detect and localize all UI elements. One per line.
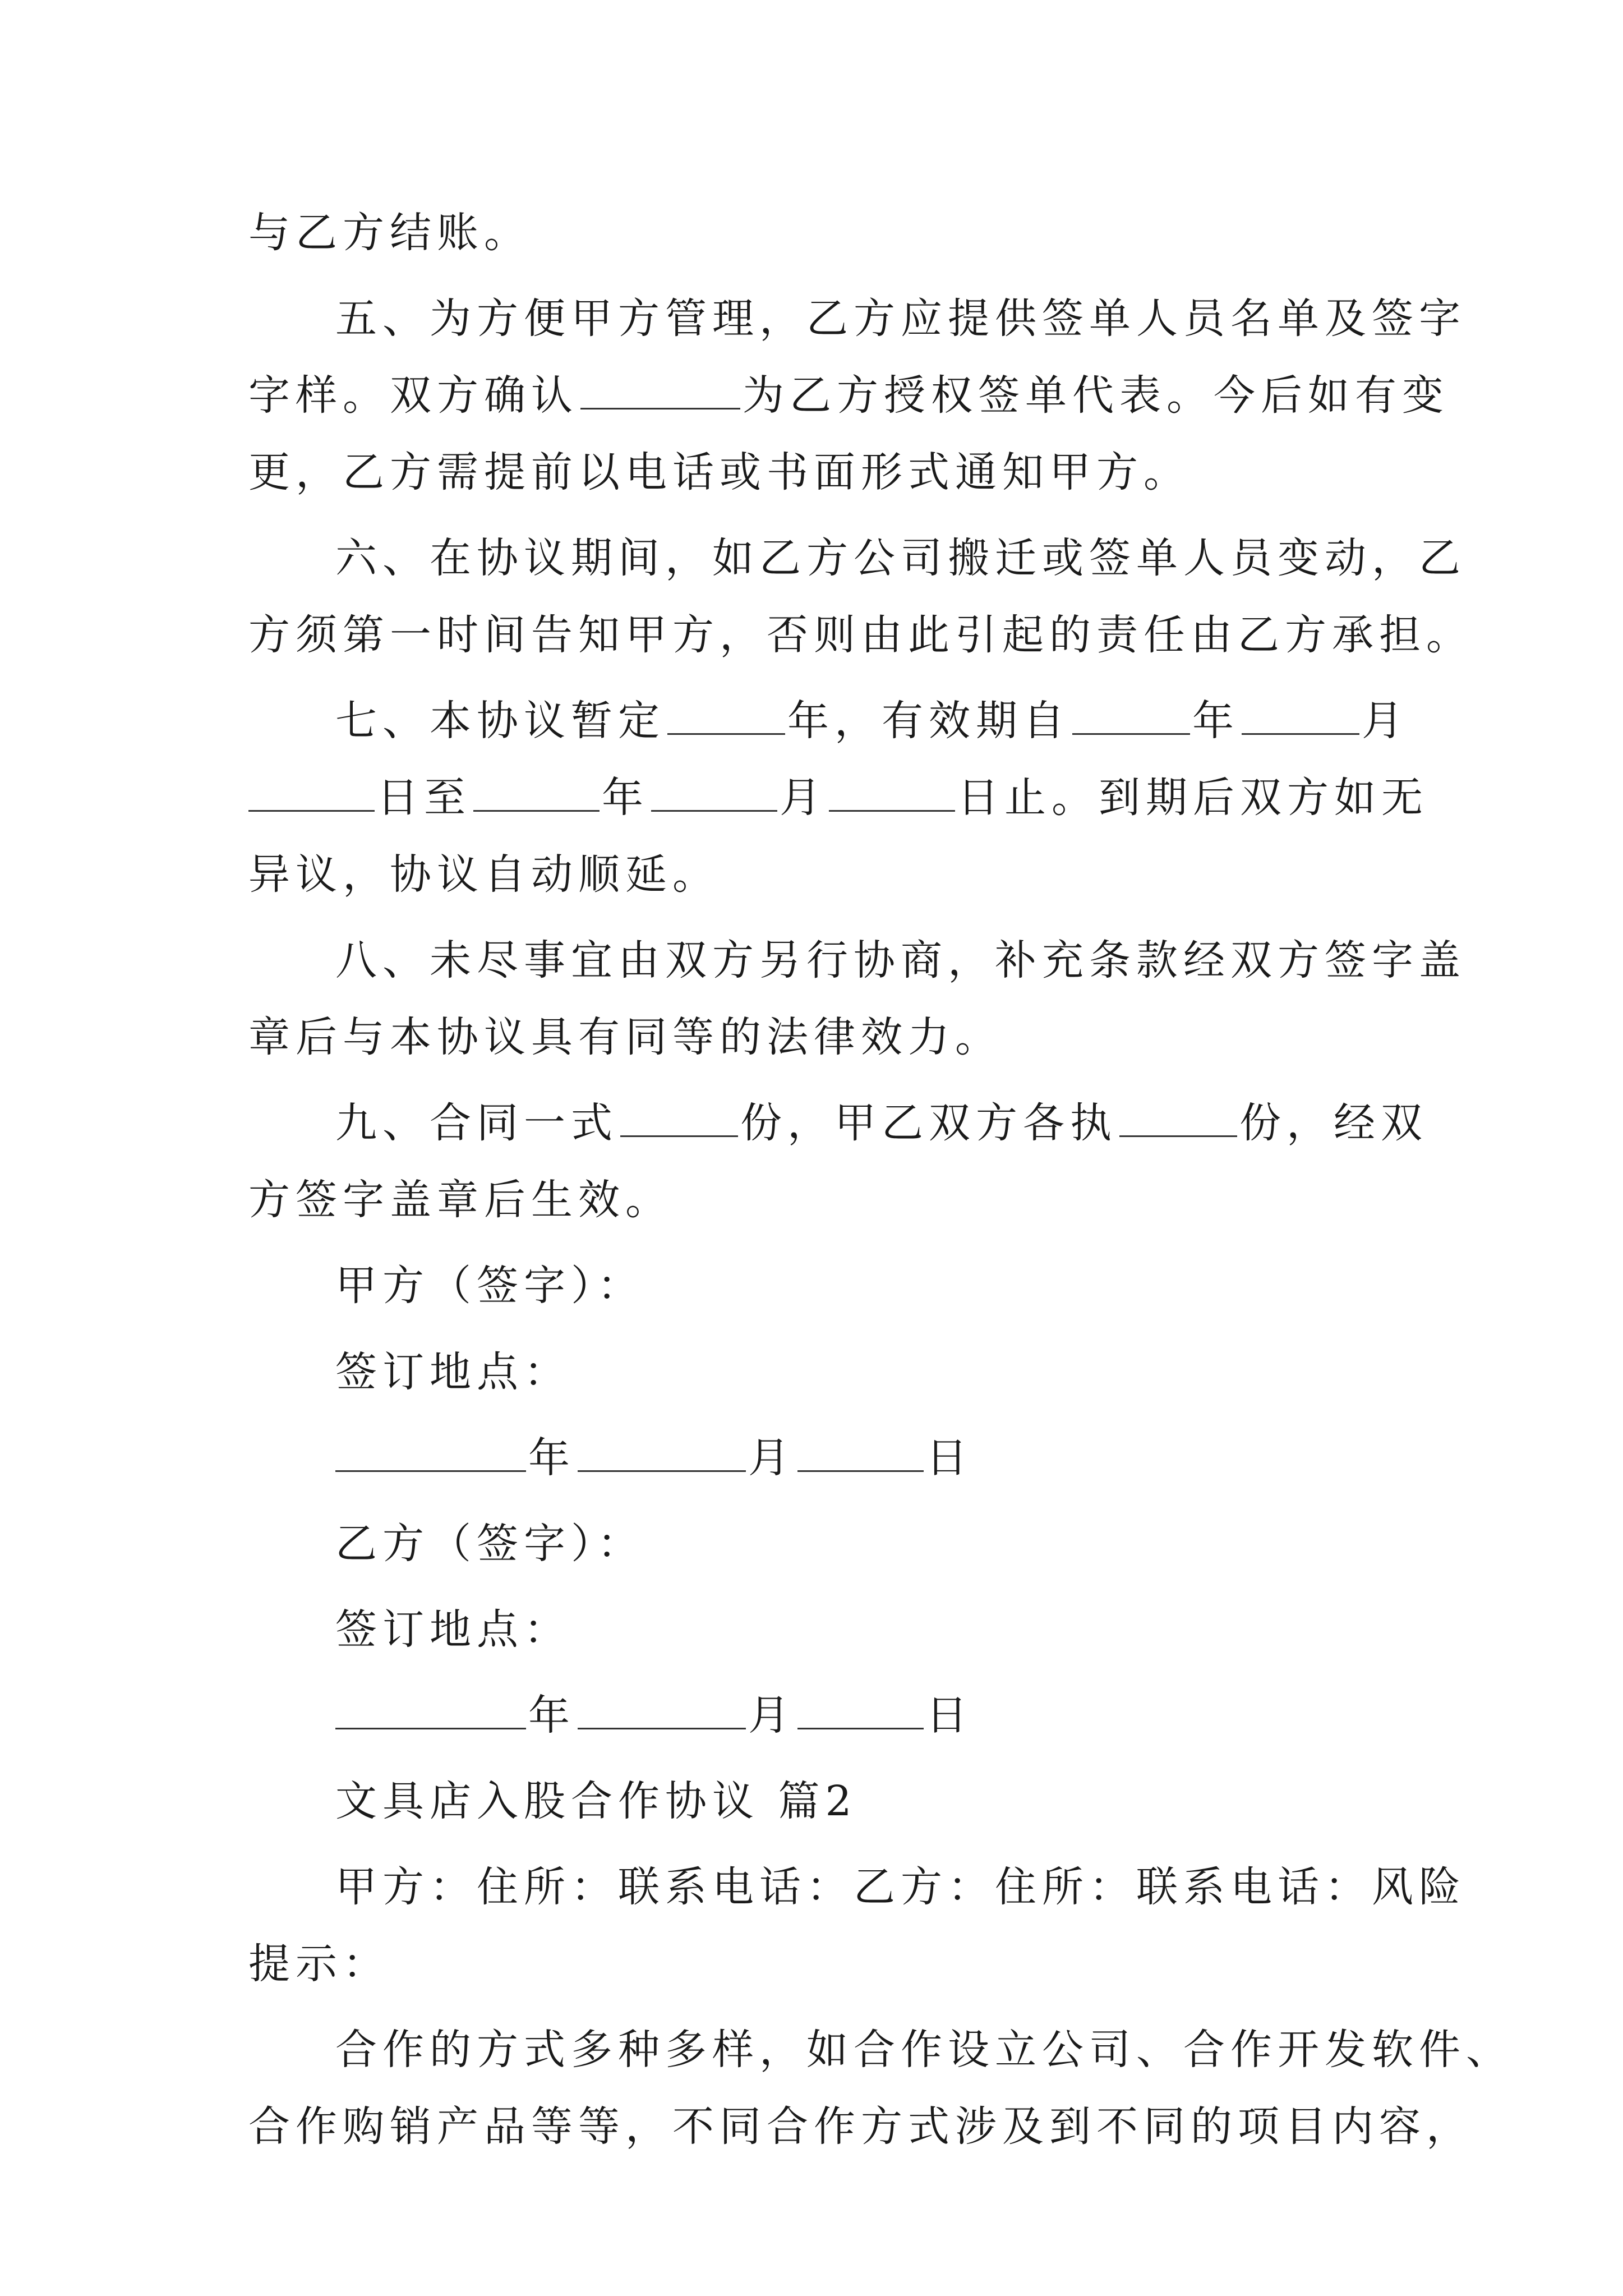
line-text: 提示： bbox=[248, 1940, 390, 1988]
blank-line bbox=[578, 1688, 746, 1729]
clause-6-line-1 bbox=[335, 530, 1479, 586]
clause-5-line-2 bbox=[248, 367, 1449, 424]
line-text: 文具店入股合作协议 篇2 bbox=[335, 1777, 857, 1825]
line-text: 九、合同一式 bbox=[335, 1099, 618, 1147]
blank-line bbox=[620, 1096, 738, 1137]
clause-9-line-1 bbox=[335, 1095, 1479, 1151]
line-text: 年 bbox=[602, 774, 649, 822]
line-text: 八、未尽事宜由双方另行协商，补充条款经双方签字盖 bbox=[335, 936, 1466, 984]
blank-line bbox=[580, 369, 740, 409]
clause-7-line-1 bbox=[335, 693, 1479, 749]
line-text: 日至 bbox=[377, 774, 471, 822]
blank-line bbox=[473, 771, 600, 812]
clause-8-line-1 bbox=[335, 932, 1479, 988]
line-text: 五、为方便甲方管理，乙方应提供签单人员名单及签字 bbox=[335, 295, 1466, 343]
line-text: 方须第一时间告知甲方，否则由此引起的责任由乙方承担。 bbox=[248, 611, 1473, 659]
party-b-date-line bbox=[335, 1687, 1479, 1743]
line-text: 甲方（签字）： bbox=[335, 1262, 644, 1310]
line-text: 为乙方授权签单代表。今后如有变 bbox=[743, 371, 1449, 420]
line-text: 字样。双方确认 bbox=[248, 371, 578, 420]
blank-line bbox=[335, 1431, 526, 1472]
party-b-signature-label bbox=[335, 1516, 1479, 1572]
line-text: 份，甲乙双方各执 bbox=[740, 1099, 1117, 1147]
blank-line bbox=[797, 1431, 924, 1472]
line-text: 日 bbox=[926, 1434, 973, 1482]
blank-line bbox=[578, 1431, 746, 1472]
line-text: 年，有效期自 bbox=[787, 697, 1070, 745]
line-text: 年 bbox=[1192, 697, 1239, 745]
line-text: 甲方：住所：联系电话：乙方：住所：联系电话：风险 bbox=[335, 1863, 1466, 1911]
line-text: 章后与本协议具有同等的法律效力。 bbox=[248, 1013, 1002, 1061]
line-text: 份，经双 bbox=[1239, 1099, 1428, 1147]
line-text: 月 bbox=[1362, 697, 1409, 745]
blank-line bbox=[667, 694, 785, 735]
paragraph-line-1 bbox=[335, 2022, 1513, 2078]
blank-line bbox=[248, 771, 375, 812]
party-a-signature-label bbox=[335, 1258, 1479, 1314]
line-text: 六、在协议期间，如乙方公司搬迁或签单人员变动，乙 bbox=[335, 534, 1466, 582]
clause-8-line-2 bbox=[248, 1009, 1393, 1065]
line-text: 月 bbox=[748, 1691, 795, 1740]
party-a-place-label bbox=[335, 1344, 1479, 1400]
line-text: 合作购销产品等等，不同合作方式涉及到不同的项目内容， bbox=[248, 2102, 1473, 2151]
clause-7-line-3 bbox=[248, 846, 1393, 903]
paragraph-line-2 bbox=[248, 2099, 1473, 2155]
blank-line bbox=[1119, 1096, 1237, 1137]
line-text: 月 bbox=[780, 774, 827, 822]
line-text: 签订地点： bbox=[335, 1605, 571, 1654]
line-text: 合作的方式多种多样，如合作设立公司、合作开发软件、 bbox=[335, 2026, 1513, 2074]
line-text: 日止。到期后双方如无 bbox=[957, 774, 1428, 822]
parties-line-2 bbox=[248, 1936, 1393, 1992]
party-a-date-line bbox=[335, 1430, 1479, 1486]
line-text: 与乙方结账。 bbox=[248, 209, 531, 257]
blank-line bbox=[651, 771, 777, 812]
line-text: 七、本协议暂定 bbox=[335, 697, 665, 745]
clause-5-line-3 bbox=[248, 444, 1393, 500]
line-text: 乙方（签字）： bbox=[335, 1520, 644, 1568]
line-text: 月 bbox=[748, 1434, 795, 1482]
line-text: 方签字盖章后生效。 bbox=[248, 1176, 672, 1224]
clause-5-line-1 bbox=[335, 291, 1479, 347]
clause-9-line-2 bbox=[248, 1172, 1393, 1228]
party-b-place-label bbox=[335, 1602, 1479, 1658]
line-text: 异议，协议自动顺延。 bbox=[248, 850, 720, 899]
clause-6-line-2 bbox=[248, 607, 1473, 663]
blank-line bbox=[829, 771, 955, 812]
line-text: 签订地点： bbox=[335, 1348, 571, 1396]
blank-line bbox=[1072, 694, 1190, 735]
blank-line bbox=[1242, 694, 1359, 735]
line-text: 日 bbox=[926, 1691, 973, 1740]
parties-line-1 bbox=[335, 1859, 1479, 1915]
blank-line bbox=[335, 1688, 526, 1729]
text-line-1 bbox=[248, 205, 1393, 261]
clause-7-line-2 bbox=[248, 770, 1428, 826]
line-text: 年 bbox=[528, 1691, 575, 1740]
line-text: 更，乙方需提前以电话或书面形式通知甲方。 bbox=[248, 448, 1191, 496]
section-heading bbox=[335, 1773, 1479, 1829]
line-text: 年 bbox=[528, 1434, 575, 1482]
blank-line bbox=[797, 1688, 924, 1729]
